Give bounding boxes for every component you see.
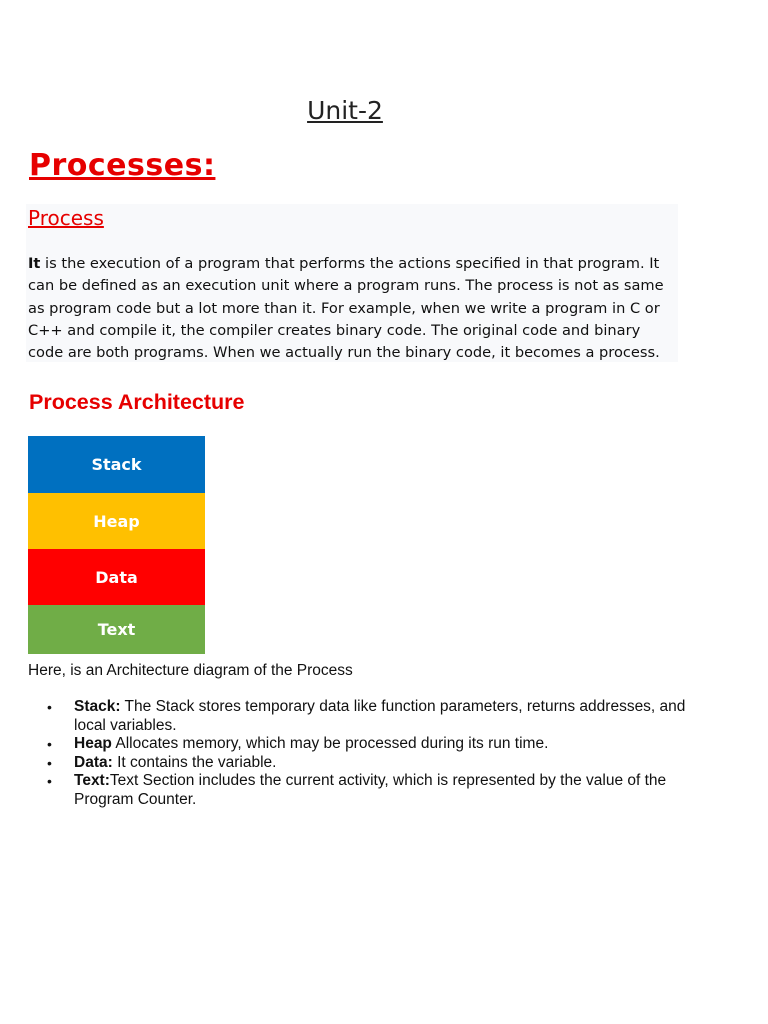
paragraph-lead-word: It	[28, 255, 41, 272]
paragraph-body: is the execution of a program that performs the actions specified in that program. It can be defined as an execution unit where a program runs. The process is not as same as program code but a lot more than it. For example, when we write a program in C or C++ and compile it, the compiler creates binary code. The original code and binary code are both programs. When we actually run the binary code, it becomes a process.	[28, 255, 664, 362]
segment-label: Data	[95, 567, 138, 587]
main-heading: Processes:	[29, 148, 216, 183]
diagram-segment-stack	[28, 436, 205, 493]
diagram-segment-heap	[28, 493, 205, 549]
unit-title: Unit-2	[307, 96, 383, 125]
architecture-heading: Process Architecture	[29, 390, 245, 414]
bullet-term: Data:	[74, 753, 113, 771]
list-item	[28, 735, 688, 754]
process-architecture-diagram	[28, 436, 205, 654]
bullet-term: Heap	[74, 735, 112, 752]
bullet-icon: •	[47, 773, 52, 789]
bullet-icon: •	[47, 754, 52, 771]
bullet-text: Allocates memory, which may be processed during its run time.	[111, 735, 549, 752]
bullet-icon: •	[47, 736, 52, 752]
process-heading: Process	[28, 206, 104, 230]
bullet-icon: •	[47, 699, 52, 715]
diagram-segment-data	[28, 549, 205, 605]
segment-label: Stack	[91, 455, 142, 474]
segment-label: Heap	[93, 511, 140, 531]
process-definition-paragraph	[28, 253, 678, 364]
bullet-text: The Stack stores temporary data like function parameters, returns addresses, and local variables.	[74, 698, 686, 734]
segment-label: Text	[97, 620, 136, 639]
diagram-segment-text	[28, 605, 205, 654]
bullet-term: Stack:	[74, 698, 121, 715]
architecture-bullet-list	[28, 698, 688, 809]
list-item	[28, 754, 688, 773]
list-item	[28, 772, 688, 809]
bullet-term: Text:	[74, 772, 110, 789]
bullet-text: It contains the variable.	[112, 753, 277, 771]
bullet-text: Text Section includes the current activity, which is represented by the value of the Program Counter.	[74, 772, 667, 808]
list-item	[28, 698, 688, 735]
diagram-caption: Here, is an Architecture diagram of the Process	[28, 662, 353, 679]
